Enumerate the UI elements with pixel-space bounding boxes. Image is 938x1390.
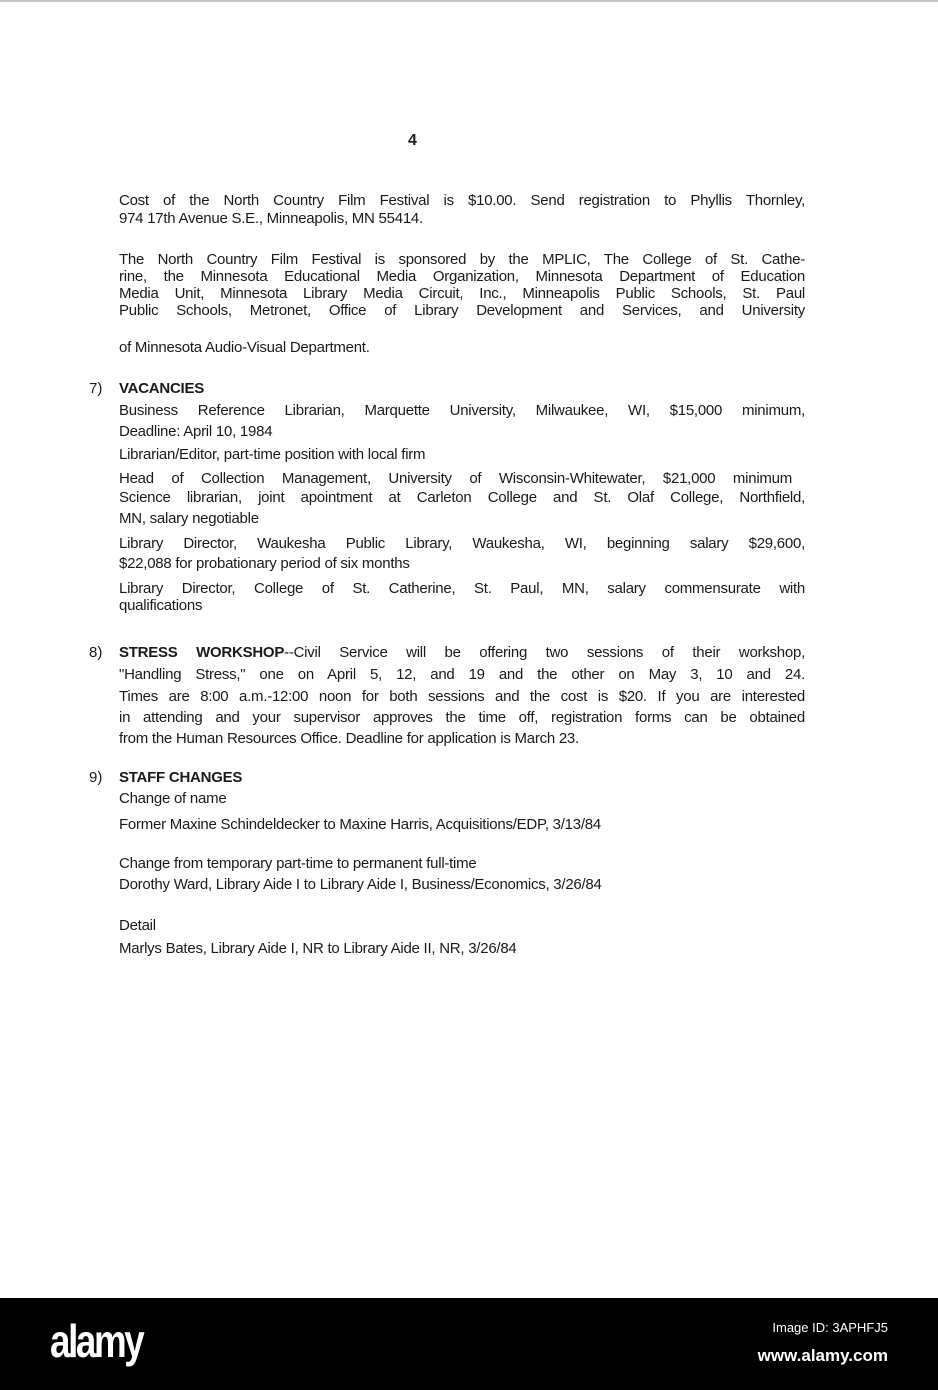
vacancy-line: Head of Collection Management, University of Wisconsin-Whitewater, $21,000 minimum	[119, 470, 792, 487]
vacancy-line: MN, salary negotiable	[119, 510, 259, 527]
watermark-banner	[0, 1298, 938, 1390]
sponsors-line: Media Unit, Minnesota Library Media Circuit, Inc., Minneapolis Public Schools, St. Paul	[119, 285, 805, 302]
vacancy-line: Library Director, College of St. Catherine, St. Paul, MN, salary commensurate with	[119, 580, 805, 597]
vacancy-line: Business Reference Librarian, Marquette University, Milwaukee, WI, $15,000 minimum,	[119, 402, 805, 419]
vacancy-line: Librarian/Editor, part-time position with local firm	[119, 446, 426, 463]
intro-line: Cost of the North Country Film Festival is $10.00. Send registration to Phyllis Thornley,	[119, 192, 805, 209]
staff-line: Detail	[119, 917, 156, 934]
vacancy-line: Science librarian, joint apointment at Carleton College and St. Olaf College, Northfield,	[119, 489, 805, 506]
section-heading: STRESS WORKSHOP	[119, 644, 285, 661]
vacancy-line: $22,088 for probationary period of six months	[119, 555, 410, 572]
sponsors-line: of Minnesota Audio-Visual Department.	[119, 339, 370, 356]
image-id: Image ID: 3APHFJ5	[772, 1320, 888, 1335]
staff-line: Former Maxine Schindeldecker to Maxine Harris, Acquisitions/EDP, 3/13/84	[119, 816, 601, 833]
workshop-line: "Handling Stress," one on April 5, 12, and 19 and the other on May 3, 10 and 24.	[119, 666, 805, 683]
workshop-line	[119, 644, 805, 662]
page-number: 4	[408, 132, 417, 149]
section-number: 9)	[89, 769, 103, 786]
staff-line: Change of name	[119, 790, 227, 807]
sponsors-line: rine, the Minnesota Educational Media Organization, Minnesota Department of Education	[119, 268, 805, 285]
watermark-url: www.alamy.com	[757, 1346, 888, 1365]
workshop-text: --Civil Service will be offering two sessions of their workshop,	[284, 644, 805, 661]
staff-line: Dorothy Ward, Library Aide I to Library Aide I, Business/Economics, 3/26/84	[119, 876, 602, 893]
sponsors-line: The North Country Film Festival is sponsored by the MPLIC, The College of St. Cathe-	[119, 251, 805, 268]
staff-line: Change from temporary part-time to permanent full-time	[119, 855, 477, 872]
scan-edge	[0, 0, 938, 2]
section-number: 7)	[89, 380, 103, 397]
workshop-line: in attending and your supervisor approves the time off, registration forms can be obtained	[119, 709, 805, 726]
section-number: 8)	[89, 644, 103, 661]
workshop-line: Times are 8:00 a.m.-12:00 noon for both sessions and the cost is $20. If you are interested	[119, 688, 805, 705]
vacancy-line: Library Director, Waukesha Public Library, Waukesha, WI, beginning salary $29,600,	[119, 535, 805, 552]
vacancy-line: Deadline: April 10, 1984	[119, 423, 273, 440]
alamy-logo: alamy	[50, 1315, 143, 1367]
workshop-line: from the Human Resources Office. Deadline for application is March 23.	[119, 730, 579, 747]
section-heading: STAFF CHANGES	[119, 769, 243, 786]
vacancy-line: qualifications	[119, 597, 203, 614]
sponsors-line: Public Schools, Metronet, Office of Library Development and Services, and University	[119, 302, 805, 319]
section-heading: VACANCIES	[119, 380, 204, 397]
intro-line: 974 17th Avenue S.E., Minneapolis, MN 55414.	[119, 210, 423, 227]
staff-line: Marlys Bates, Library Aide I, NR to Library Aide II, NR, 3/26/84	[119, 940, 517, 957]
